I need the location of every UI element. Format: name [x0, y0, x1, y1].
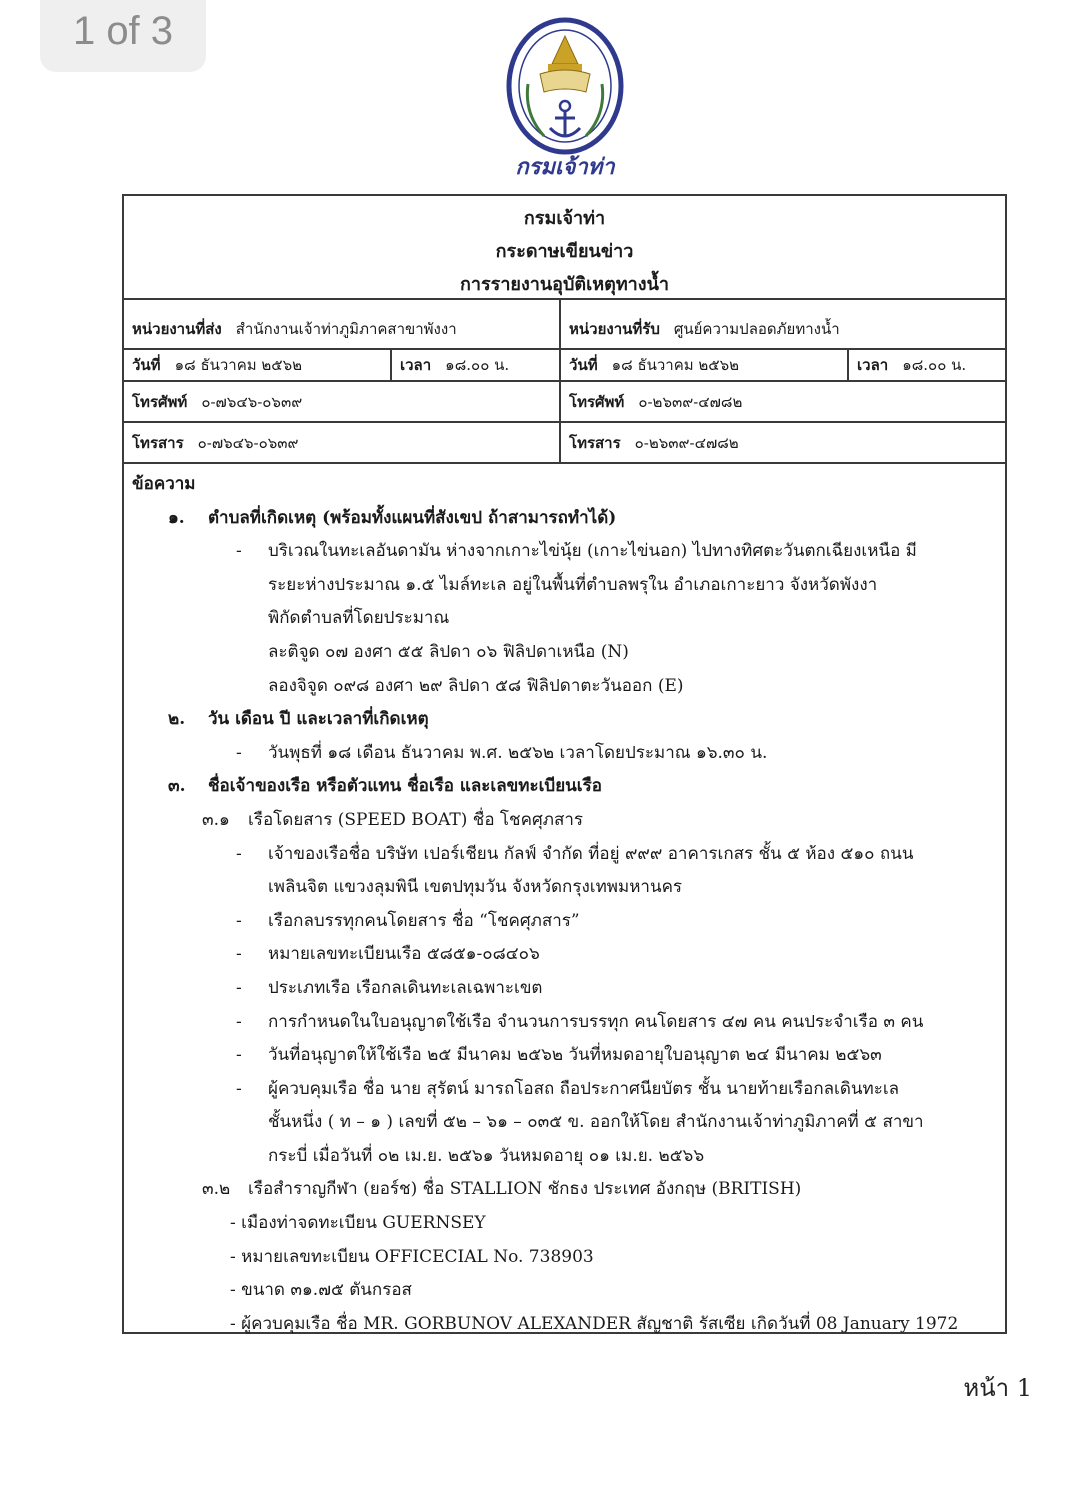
receiver-cell — [560, 300, 1005, 349]
recv-phone-label: โทรศัพท์ — [569, 392, 625, 411]
recv-phone-value: ๐-๒๖๓๙-๔๗๘๒ — [638, 392, 743, 411]
sender-value: สำนักงานเจ้าท่าภูมิภาคสาขาพังงา — [235, 320, 457, 338]
section-1-number: ๑. — [168, 507, 185, 528]
receiver-label: หน่วยงานที่รับ — [569, 320, 660, 338]
emblem-text: กรมเจ้าท่า — [515, 154, 615, 180]
list-item: - เรือกลบรรทุกคนโดยสาร ชื่อ “โชคศุภสาร” — [236, 910, 580, 931]
accident-report-form — [122, 194, 1007, 1334]
latitude-line: ละติจูด ๐๗ องศา ๕๕ ลิปดา ๐๖ ฟิลิปดาเหนือ (N) — [268, 641, 629, 662]
section-3-1-heading — [132, 804, 1005, 838]
recv-fax-cell — [560, 422, 1005, 463]
recv-time-value: ๑๘.๐๐ น. — [902, 356, 967, 374]
list-item: - เจ้าของเรือชื่อ บริษัท เปอร์เชียน กัลฟ์ จำกัด ที่อยู่ ๙๙๙ อาคารเกสร ชั้น ๕ ห้อง ๕๑๐ ถนน — [236, 843, 914, 864]
section-3-heading — [132, 770, 1005, 804]
send-fax-value: ๐-๗๖๔๖-๐๖๓๙ — [197, 433, 299, 452]
form-header — [124, 196, 1005, 300]
list-item: - ประเภทเรือ เรือกลเดินทะเลเฉพาะเขต — [236, 977, 543, 998]
recv-phone-cell — [560, 381, 1005, 422]
section-3-1-title: เรือโดยสาร (SPEED BOAT) ชื่อ โชคศุภสาร — [248, 809, 584, 830]
message-label: ข้อความ — [132, 474, 196, 494]
section-2-heading — [132, 703, 1005, 737]
list-item: เพลินจิต แขวงลุมพินี เขตปทุมวัน จังหวัดกรุงเทพมหานคร — [268, 877, 683, 898]
section-3-2-heading — [132, 1173, 1005, 1207]
header-form-type: กระดาษเขียนข่าว — [495, 241, 634, 262]
section-1-heading — [132, 502, 1005, 536]
send-phone-value: ๐-๗๖๔๖-๐๖๓๙ — [201, 392, 303, 411]
send-date-label: วันที่ — [132, 356, 161, 374]
recv-time-cell — [848, 349, 1005, 381]
list-item: - การกำหนดในใบอนุญาตใช้เรือ จำนวนการบรรทุก คนโดยสาร ๔๗ คน คนประจำเรือ ๓ คน — [236, 1011, 924, 1032]
list-item: ชั้นหนึ่ง ( ท – ๑ ) เลขที่ ๕๒ – ๖๑ – ๐๓๕ ข. ออกให้โดย สำนักงานเจ้าท่าภูมิภาคที่ ๕ สาขา — [268, 1112, 924, 1133]
list-item: กระบี่ เมื่อวันที่ ๐๒ เม.ย. ๒๕๖๑ วันหมดอายุ ๐๑ เม.ย. ๒๕๖๖ — [268, 1145, 705, 1166]
routing-info-table — [124, 300, 1005, 464]
page-number: หน้า 1 — [963, 1374, 1032, 1402]
receiver-value: ศูนย์ความปลอดภัยทางน้ำ — [673, 320, 840, 338]
send-fax-label: โทรสาร — [132, 433, 184, 452]
recv-date-cell — [560, 349, 848, 381]
message-body — [124, 464, 1005, 1341]
list-item: - ผู้ควบคุมเรือ ชื่อ นาย สุรัตน์ มารถโอสถ ถือประกาศนียบัตร ชั้น นายท้ายเรือกลเดินทะเล — [236, 1078, 900, 1099]
send-time-label: เวลา — [400, 356, 432, 374]
list-item: - หมายเลขทะเบียนเรือ ๕๘๕๑-๐๘๔๐๖ — [236, 944, 540, 965]
list-item: - บริเวณในทะเลอันดามัน ห่างจากเกาะไข่นุ้ย (เกาะไข่นอก) ไปทางทิศตะวันตกเฉียงเหนือ มี — [236, 541, 917, 562]
recv-date-label: วันที่ — [569, 356, 598, 374]
send-time-value: ๑๘.๐๐ น. — [445, 356, 510, 374]
send-fax-cell — [124, 422, 560, 463]
sender-cell — [124, 300, 560, 349]
page-counter: 1 of 3 — [40, 0, 206, 72]
section-3-number: ๓. — [168, 776, 186, 797]
longitude-line: ลองจิจูด ๐๙๘ องศา ๒๙ ลิปดา ๕๘ ฟิลิปดาตะวันออก (E) — [268, 675, 684, 696]
list-item: - วันที่อนุญาตให้ใช้เรือ ๒๕ มีนาคม ๒๕๖๒ วันที่หมดอายุใบอนุญาต ๒๔ มีนาคม ๒๕๖๓ — [236, 1045, 882, 1066]
header-department: กรมเจ้าท่า — [523, 208, 606, 229]
section-3-title: ชื่อเจ้าของเรือ หรือตัวแทน ชื่อเรือ และเลขทะเบียนเรือ — [208, 776, 602, 797]
sender-label: หน่วยงานที่ส่ง — [132, 320, 222, 338]
recv-fax-label: โทรสาร — [569, 433, 621, 452]
marine-department-emblem — [500, 14, 630, 186]
recv-date-value: ๑๘ ธันวาคม ๒๕๖๒ — [611, 356, 740, 374]
section-3-1-number: ๓.๑ — [202, 809, 230, 830]
list-item: ระยะห่างประมาณ ๑.๕ ไมล์ทะเล อยู่ในพื้นที่ตำบลพรุใน อำเภอเกาะยาว จังหวัดพังงา — [268, 574, 878, 595]
section-3-2-number: ๓.๒ — [202, 1179, 231, 1200]
section-1-title: ตำบลที่เกิดเหตุ (พร้อมทั้งแผนที่สังเขป ถ้าสามารถทำได้) — [208, 507, 617, 528]
section-3-2-title: เรือสำราญกีฬา (ยอร์ช) ชื่อ STALLION ชักธง ประเทศ อังกฤษ (BRITISH) — [248, 1179, 802, 1200]
section-2-number: ๒. — [168, 709, 186, 730]
list-item: พิกัดตำบลที่โดยประมาณ — [268, 608, 450, 629]
list-item: - ขนาด ๓๑.๗๕ ตันกรอส — [230, 1280, 412, 1301]
send-date-value: ๑๘ ธันวาคม ๒๕๖๒ — [174, 356, 303, 374]
list-item: - หมายเลขทะเบียน OFFICECIAL No. 738903 — [230, 1246, 594, 1267]
list-item: - วันพุธที่ ๑๘ เดือน ธันวาคม พ.ศ. ๒๕๖๒ เวลาโดยประมาณ ๑๖.๓๐ น. — [236, 742, 768, 763]
header-report-title: การรายงานอุบัติเหตุทางน้ำ — [459, 274, 669, 295]
recv-time-label: เวลา — [857, 356, 889, 374]
send-time-cell — [391, 349, 560, 381]
send-phone-cell — [124, 381, 560, 422]
send-phone-label: โทรศัพท์ — [132, 392, 188, 411]
list-item: - เมืองท่าจดทะเบียน GUERNSEY — [230, 1213, 486, 1234]
send-date-cell — [124, 349, 391, 381]
list-item: - ผู้ควบคุมเรือ ชื่อ MR. GORBUNOV ALEXANDER สัญชาติ รัสเซีย เกิดวันที่ 08 January 1972 — [230, 1313, 959, 1334]
section-2-title: วัน เดือน ปี และเวลาที่เกิดเหตุ — [208, 709, 429, 730]
recv-fax-value: ๐-๒๖๓๙-๔๗๘๒ — [634, 433, 739, 452]
